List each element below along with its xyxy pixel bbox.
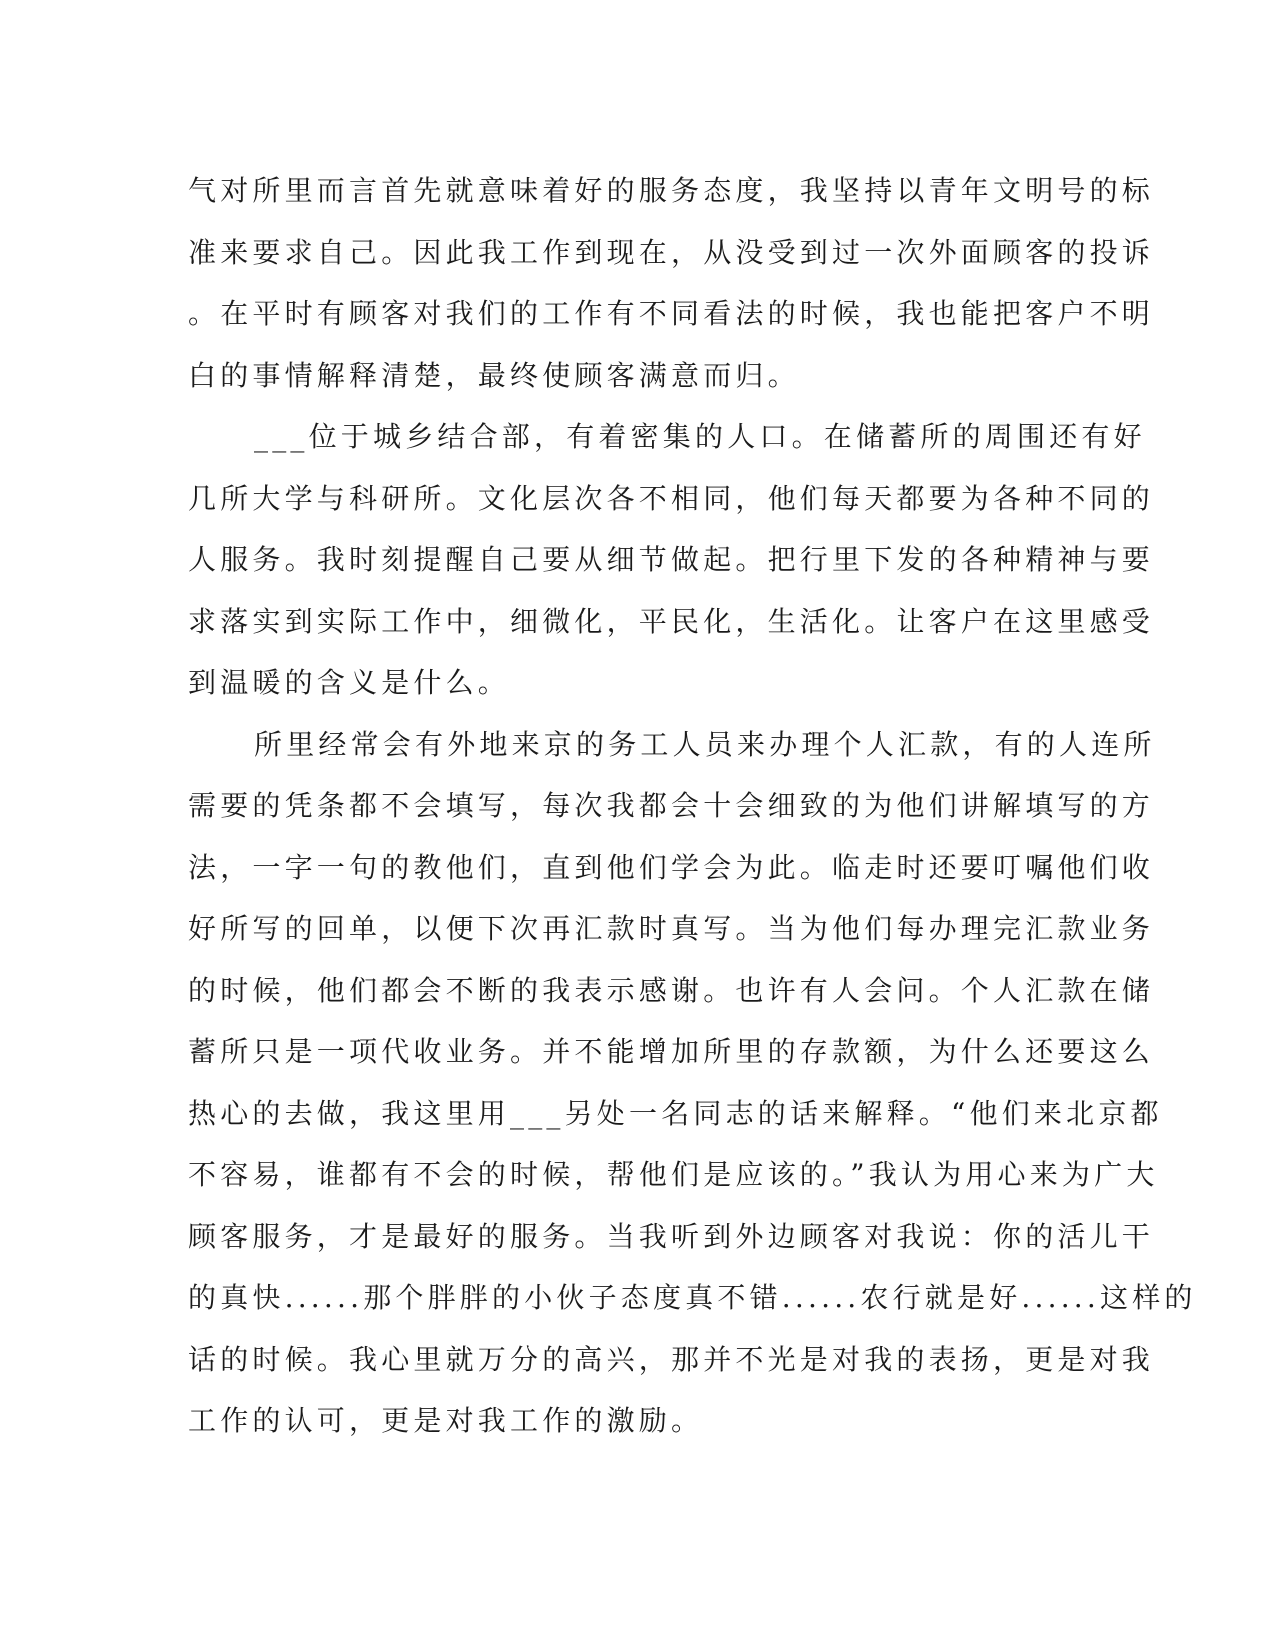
text-line: 蓄所只是一项代收业务。并不能增加所里的存款额，为什么还要这么 (188, 1035, 1155, 1068)
text-line: 热心的去做，我这里用___另处一名同志的话来解释。“他们来北京都 (188, 1096, 1163, 1130)
text-line: 法，一字一句的教他们，直到他们学会为此。临走时还要叮嘱他们收 (188, 850, 1155, 884)
text-line: 的时候，他们都会不断的我表示感谢。也许有人会问。个人汇款在储 (188, 973, 1155, 1007)
text-line: 顾客服务，才是最好的服务。当我听到外边顾客对我说：你的活儿干 (188, 1219, 1155, 1253)
text-line: 白的事情解释清楚，最终使顾客满意而归。 (188, 358, 800, 392)
paragraph (188, 714, 1197, 1452)
text-line: ___位于城乡结合部，有着密集的人口。在储蓄所的周围还有好 (254, 420, 1146, 453)
text-line: 的真快......那个胖胖的小伙子态度真不错......农行就是好......这样的 (188, 1281, 1197, 1314)
text-line: 话的时候。我心里就万分的高兴，那并不光是对我的表扬，更是对我 (188, 1342, 1155, 1376)
text-line: 求落实到实际工作中，细微化，平民化，生活化。让客户在这里感受 (188, 604, 1155, 638)
text-line: 好所写的回单，以便下次再汇款时真写。当为他们每办理完汇款业务 (188, 912, 1155, 945)
text-line: 气对所里而言首先就意味着好的服务态度，我坚持以青年文明号的标 (188, 174, 1155, 207)
text-line: 不容易，谁都有不会的时候，帮他们是应该的。”我认为用心来为广大 (188, 1158, 1159, 1191)
text-line: 准来要求自己。因此我工作到现在，从没受到过一次外面顾客的投诉 (188, 235, 1155, 269)
text-line: 几所大学与科研所。文化层次各不相同，他们每天都要为各种不同的 (188, 481, 1155, 515)
body-text (188, 160, 1197, 1452)
text-line: 需要的凭条都不会填写，每次我都会十会细致的为他们讲解填写的方 (188, 789, 1155, 822)
paragraph (188, 406, 1155, 714)
text-line: 。在平时有顾客对我们的工作有不同看法的时候，我也能把客户不明 (188, 297, 1155, 330)
text-line: 人服务。我时刻提醒自己要从细节做起。把行里下发的各种精神与要 (188, 543, 1155, 576)
text-line: 所里经常会有外地来京的务工人员来办理个人汇款，有的人连所 (254, 727, 1156, 761)
text-line: 工作的认可，更是对我工作的激励。 (188, 1404, 704, 1437)
paragraph (188, 160, 1155, 406)
text-line: 到温暖的含义是什么。 (188, 666, 511, 699)
